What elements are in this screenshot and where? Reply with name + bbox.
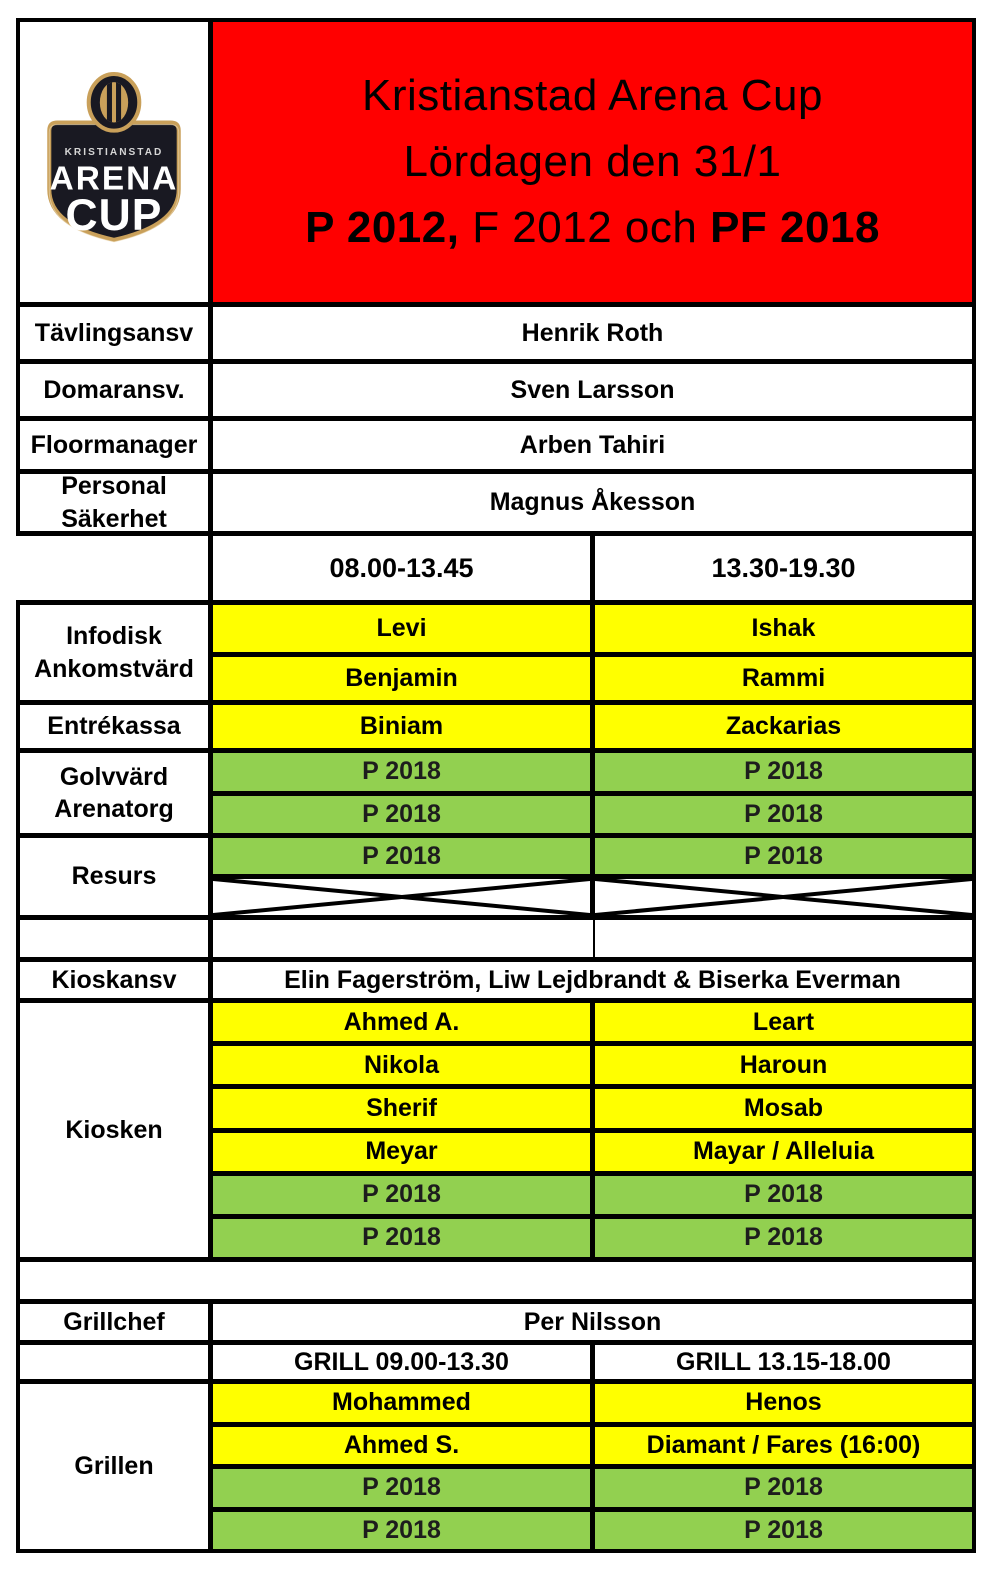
- official-label-line2: Säkerhet: [61, 504, 167, 533]
- staff-cell: Diamant / Fares (16:00): [595, 1427, 972, 1465]
- infodisk-section: [20, 605, 972, 700]
- grillen-section: [20, 1384, 972, 1549]
- team-cell: P 2018: [595, 838, 972, 874]
- spacer-cell: [20, 1262, 972, 1299]
- logo-cell: [20, 22, 208, 302]
- team-cell: P 2018: [213, 796, 590, 834]
- staff-cell: Ahmed S.: [213, 1427, 590, 1465]
- team-cell: P 2018: [213, 1512, 590, 1550]
- official-name: Henrik Roth: [213, 307, 972, 359]
- grill-shift-empty-label: [20, 1345, 208, 1379]
- staff-cell: Henos: [595, 1384, 972, 1422]
- schedule-table: [16, 18, 976, 1553]
- logo-arena-text: ARENA: [49, 160, 179, 198]
- entrekassa-section: [20, 705, 972, 748]
- shift-header-row: [20, 536, 972, 600]
- entrekassa-label: Entrékassa: [20, 705, 208, 748]
- title-line-3: [305, 203, 880, 253]
- resurs-label: Resurs: [20, 838, 208, 915]
- staff-cell: Leart: [595, 1003, 972, 1041]
- team-cell: P 2018: [213, 1176, 590, 1214]
- golvvard-label-line1: Golvvärd: [59, 762, 169, 791]
- staff-cell: Ishak: [595, 605, 972, 652]
- official-name: Arben Tahiri: [213, 421, 972, 469]
- team-cell: P 2018: [213, 1469, 590, 1507]
- title-line-2: Lördagen den 31/1: [403, 137, 782, 186]
- kiosken-label: Kiosken: [20, 1003, 208, 1257]
- staff-cell: Ahmed A.: [213, 1003, 590, 1041]
- shift-time-second: 13.30-19.30: [595, 536, 972, 600]
- title-banner: [213, 22, 972, 302]
- staff-cell: Mosab: [595, 1089, 972, 1127]
- official-name: Sven Larsson: [213, 364, 972, 416]
- team-cell: P 2018: [213, 838, 590, 874]
- kioskansv-names: Elin Fagerström, Liw Lejdbrandt & Biserka Everman: [213, 962, 972, 998]
- team-cell: P 2018: [595, 1219, 972, 1257]
- title-line-1: Kristianstad Arena Cup: [361, 71, 824, 120]
- staff-cell: Rammi: [595, 657, 972, 700]
- staff-cell: Biniam: [213, 705, 590, 748]
- crossed-out-cell: [213, 879, 590, 915]
- official-row: [20, 421, 972, 469]
- team-cell: P 2018: [595, 1176, 972, 1214]
- title-class-pf2018: PF 2018: [710, 203, 880, 252]
- title-class-f2012: F 2012 och: [459, 203, 711, 252]
- staff-cell: Mohammed: [213, 1384, 590, 1422]
- official-row: [20, 474, 972, 531]
- golvvard-label: [20, 753, 208, 833]
- logo-cup-text: CUP: [65, 190, 163, 240]
- infodisk-label: [20, 605, 208, 700]
- spacer-row: [20, 920, 972, 957]
- header-section: [20, 22, 972, 302]
- arena-cup-logo-icon: [33, 72, 195, 252]
- official-label: [20, 474, 208, 531]
- cross-out-icon: [213, 879, 590, 915]
- staff-cell: Haroun: [595, 1046, 972, 1084]
- kioskansv-section: [20, 962, 972, 998]
- logo-city-text: KRISTIANSTAD: [64, 146, 164, 158]
- kiosken-section: [20, 1003, 972, 1257]
- infodisk-label-line2: Ankomstvärd: [34, 654, 194, 683]
- team-cell: P 2018: [595, 753, 972, 791]
- spacer-cell: [213, 920, 972, 957]
- official-label-line1: Personal: [61, 472, 167, 500]
- team-cell: P 2018: [213, 1219, 590, 1257]
- grillchef-label: Grillchef: [20, 1304, 208, 1340]
- official-label: Floormanager: [20, 421, 208, 469]
- team-cell: P 2018: [595, 796, 972, 834]
- team-cell: P 2018: [595, 1469, 972, 1507]
- shift-time-first: 08.00-13.45: [213, 536, 590, 600]
- staff-cell: Nikola: [213, 1046, 590, 1084]
- grill-shift-first: GRILL 09.00-13.30: [213, 1345, 590, 1379]
- official-row: [20, 364, 972, 416]
- official-name: Magnus Åkesson: [213, 474, 972, 531]
- golvvard-label-line2: Arenatorg: [54, 795, 174, 823]
- title-class-p2012: P 2012,: [305, 203, 460, 252]
- staff-cell: Sherif: [213, 1089, 590, 1127]
- official-label: Tävlingsansv: [20, 307, 208, 359]
- grillchef-name: Per Nilsson: [213, 1304, 972, 1340]
- staff-cell: Zackarias: [595, 705, 972, 748]
- grillchef-section: [20, 1304, 972, 1340]
- border-gap: [16, 536, 20, 600]
- infodisk-label-line1: Infodisk: [66, 622, 162, 650]
- thin-column-divider: [593, 920, 595, 957]
- team-cell: P 2018: [213, 753, 590, 791]
- team-cell: P 2018: [595, 1512, 972, 1550]
- resurs-section: [20, 838, 972, 915]
- official-row: [20, 307, 972, 359]
- grillen-label: Grillen: [20, 1384, 208, 1549]
- kioskansv-label: Kioskansv: [20, 962, 208, 998]
- staff-cell: Mayar / Alleluia: [595, 1133, 972, 1171]
- spacer-row: [20, 1262, 972, 1299]
- spacer-label-cell: [20, 920, 208, 957]
- shift-header-empty-label: [20, 536, 208, 600]
- grill-shift-second: GRILL 13.15-18.00: [595, 1345, 972, 1379]
- official-label: Domaransv.: [20, 364, 208, 416]
- staff-cell: Benjamin: [213, 657, 590, 700]
- staff-cell: Meyar: [213, 1133, 590, 1171]
- golvvard-section: [20, 753, 972, 833]
- grill-shift-header-row: [20, 1345, 972, 1379]
- cross-out-icon: [595, 879, 972, 915]
- crossed-out-cell: [595, 879, 972, 915]
- staff-cell: Levi: [213, 605, 590, 652]
